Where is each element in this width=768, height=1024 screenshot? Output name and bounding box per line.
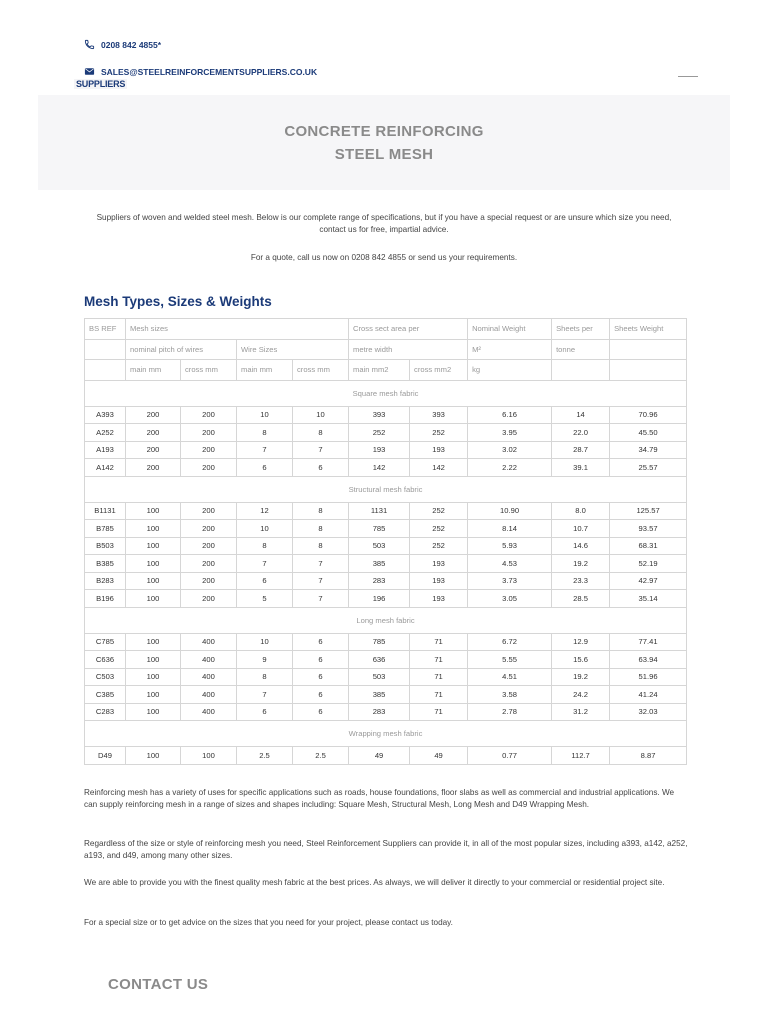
table-cell: 14 xyxy=(552,406,610,424)
table-cell: 636 xyxy=(349,651,410,669)
table-cell: 142 xyxy=(410,459,468,477)
table-cell: 10.90 xyxy=(468,502,552,520)
table-cell: 393 xyxy=(410,406,468,424)
table-cell: C283 xyxy=(85,703,126,721)
table-cell: 125.57 xyxy=(610,502,687,520)
table-cell: 3.95 xyxy=(468,424,552,442)
page-title-line2: STEEL MESH xyxy=(334,146,434,163)
table-cell: 6 xyxy=(293,703,349,721)
hero-banner xyxy=(38,95,730,190)
table-cell: 7 xyxy=(237,555,293,573)
table-cell: 193 xyxy=(410,555,468,573)
table-header-cell: Cross sect area per xyxy=(349,319,468,340)
table-cell: 23.3 xyxy=(552,572,610,590)
table-cell: 10.7 xyxy=(552,520,610,538)
table-cell: 252 xyxy=(349,424,410,442)
table-cell: C385 xyxy=(85,686,126,704)
table-category-label: Structural mesh fabric xyxy=(85,476,687,502)
table-cell: 400 xyxy=(181,703,237,721)
envelope-icon xyxy=(84,66,95,77)
table-header-cell xyxy=(85,339,126,360)
table-cell: 4.53 xyxy=(468,555,552,573)
table-cell: 400 xyxy=(181,651,237,669)
menu-toggle[interactable] xyxy=(678,76,698,77)
table-cell: 10 xyxy=(237,520,293,538)
table-cell: 15.6 xyxy=(552,651,610,669)
table-cell: 8 xyxy=(237,537,293,555)
table-cell: 10 xyxy=(293,406,349,424)
table-header-cell xyxy=(610,360,687,381)
table-cell: 2.78 xyxy=(468,703,552,721)
table-row xyxy=(85,502,687,520)
table-cell: 24.2 xyxy=(552,686,610,704)
table-cell: B503 xyxy=(85,537,126,555)
table-cell: 71 xyxy=(410,686,468,704)
table-cell: 6.16 xyxy=(468,406,552,424)
table-cell: 6 xyxy=(293,633,349,651)
table-category-label: Long mesh fabric xyxy=(85,607,687,633)
table-cell: 193 xyxy=(410,590,468,608)
table-row xyxy=(85,747,687,765)
table-cell: 5 xyxy=(237,590,293,608)
page-title-line1: CONCRETE REINFORCING xyxy=(284,123,484,140)
phone-link[interactable] xyxy=(84,39,161,50)
table-row xyxy=(85,651,687,669)
site-logo[interactable]: SUPPLIERS xyxy=(76,79,126,89)
table-cell: 400 xyxy=(181,633,237,651)
table-cell: 70.96 xyxy=(610,406,687,424)
table-cell: 7 xyxy=(293,555,349,573)
table-cell: 6 xyxy=(293,651,349,669)
table-cell: 8 xyxy=(293,537,349,555)
phone-number: 0208 842 4855* xyxy=(101,39,162,50)
table-cell: 71 xyxy=(410,668,468,686)
table-cell: 35.14 xyxy=(610,590,687,608)
table-header-cell: cross mm2 xyxy=(410,360,468,381)
table-cell: 142 xyxy=(349,459,410,477)
table-cell: 9 xyxy=(237,651,293,669)
table-cell: 8.87 xyxy=(610,747,687,765)
table-cell: 100 xyxy=(126,555,181,573)
table-row xyxy=(85,406,687,424)
table-row xyxy=(85,703,687,721)
table-header-row xyxy=(85,339,687,360)
table-row xyxy=(85,633,687,651)
table-cell: 32.03 xyxy=(610,703,687,721)
table-cell: 6 xyxy=(293,668,349,686)
table-cell: 200 xyxy=(126,441,181,459)
table-cell: 71 xyxy=(410,651,468,669)
table-cell: 2.5 xyxy=(293,747,349,765)
table-cell: 252 xyxy=(410,424,468,442)
table-cell: 100 xyxy=(126,747,181,765)
table-cell: 200 xyxy=(181,555,237,573)
table-cell: 252 xyxy=(410,537,468,555)
table-row xyxy=(85,520,687,538)
table-cell: 1131 xyxy=(349,502,410,520)
table-cell: 7 xyxy=(293,590,349,608)
table-header-cell: main mm2 xyxy=(349,360,410,381)
table-header-row xyxy=(85,319,687,340)
table-header-cell xyxy=(610,339,687,360)
table-category-label: Wrapping mesh fabric xyxy=(85,721,687,747)
table-cell: 400 xyxy=(181,668,237,686)
table-row xyxy=(85,537,687,555)
table-cell: 112.7 xyxy=(552,747,610,765)
table-cell: 283 xyxy=(349,703,410,721)
table-cell: 41.24 xyxy=(610,686,687,704)
intro-paragraph: Suppliers of woven and welded steel mesh. Below is our complete range of specifications, but if you have a special request or are unsure which size you need, contact us for free, impartial advice. xyxy=(96,213,672,234)
table-row xyxy=(85,555,687,573)
table-cell: 63.94 xyxy=(610,651,687,669)
table-cell: B196 xyxy=(85,590,126,608)
quote-paragraph: For a quote, call us now on 0208 842 4855 or send us your requirements. xyxy=(250,253,518,262)
table-cell: 49 xyxy=(349,747,410,765)
table-cell: 31.2 xyxy=(552,703,610,721)
table-cell: 200 xyxy=(126,459,181,477)
table-cell: 49 xyxy=(410,747,468,765)
table-cell: 3.73 xyxy=(468,572,552,590)
section-heading: Mesh Types, Sizes & Weights xyxy=(84,294,272,309)
table-cell: 393 xyxy=(349,406,410,424)
table-cell: 71 xyxy=(410,633,468,651)
table-cell: 6.72 xyxy=(468,633,552,651)
table-header-cell: M² xyxy=(468,339,552,360)
table-cell: 785 xyxy=(349,633,410,651)
table-cell: 193 xyxy=(410,572,468,590)
table-cell: 5.55 xyxy=(468,651,552,669)
table-category-label: Square mesh fabric xyxy=(85,380,687,406)
table-cell: 7 xyxy=(293,441,349,459)
table-cell: 8.14 xyxy=(468,520,552,538)
table-header-cell xyxy=(85,360,126,381)
table-cell: 100 xyxy=(126,651,181,669)
table-cell: A393 xyxy=(85,406,126,424)
table-cell: 14.6 xyxy=(552,537,610,555)
table-cell: 2.5 xyxy=(237,747,293,765)
table-cell: 8 xyxy=(293,520,349,538)
table-cell: 6 xyxy=(293,686,349,704)
table-cell: 200 xyxy=(181,590,237,608)
table-cell: B785 xyxy=(85,520,126,538)
table-cell: 93.57 xyxy=(610,520,687,538)
table-cell: 6 xyxy=(293,459,349,477)
table-cell: 100 xyxy=(126,633,181,651)
table-cell: C503 xyxy=(85,668,126,686)
table-cell: 39.1 xyxy=(552,459,610,477)
table-cell: 100 xyxy=(126,686,181,704)
phone-icon xyxy=(84,39,95,50)
table-cell: 6 xyxy=(237,703,293,721)
table-cell: 100 xyxy=(126,537,181,555)
table-header-cell xyxy=(552,360,610,381)
table-cell: 28.5 xyxy=(552,590,610,608)
table-cell: 193 xyxy=(410,441,468,459)
table-cell: 42.97 xyxy=(610,572,687,590)
table-cell: 8 xyxy=(293,502,349,520)
table-cell: 6 xyxy=(237,459,293,477)
table-cell: D49 xyxy=(85,747,126,765)
table-cell: 200 xyxy=(181,424,237,442)
table-cell: 12.9 xyxy=(552,633,610,651)
table-cell: 200 xyxy=(126,424,181,442)
table-cell: 71 xyxy=(410,703,468,721)
table-cell: 2.22 xyxy=(468,459,552,477)
table-cell: 10 xyxy=(237,633,293,651)
table-row xyxy=(85,668,687,686)
table-cell: B1131 xyxy=(85,502,126,520)
table-row xyxy=(85,572,687,590)
table-cell: 28.7 xyxy=(552,441,610,459)
table-header-cell: main mm xyxy=(237,360,293,381)
table-cell: 503 xyxy=(349,668,410,686)
table-cell: 100 xyxy=(126,668,181,686)
table-cell: 19.2 xyxy=(552,555,610,573)
table-cell: 10 xyxy=(237,406,293,424)
table-header-cell: cross mm xyxy=(181,360,237,381)
table-cell: 385 xyxy=(349,686,410,704)
table-cell: 7 xyxy=(237,686,293,704)
contact-heading: CONTACT US xyxy=(108,976,209,993)
table-cell: A142 xyxy=(85,459,126,477)
table-category-row xyxy=(85,607,687,633)
table-cell: 3.58 xyxy=(468,686,552,704)
table-header-cell: Nominal Weight xyxy=(468,319,552,340)
table-cell: 68.31 xyxy=(610,537,687,555)
page-title xyxy=(38,120,730,166)
table-cell: 503 xyxy=(349,537,410,555)
table-category-row xyxy=(85,721,687,747)
body-paragraph: Regardless of the size or style of reinforcing mesh you need, Steel Reinforcement Suppliers can provide it, in all of the most popular sizes, including a393, a142, a252, a193, and d49, among many other sizes. xyxy=(84,839,688,861)
table-cell: 385 xyxy=(349,555,410,573)
table-cell: C636 xyxy=(85,651,126,669)
table-cell: 8 xyxy=(237,424,293,442)
table-cell: 77.41 xyxy=(610,633,687,651)
table-header-cell: cross mm xyxy=(293,360,349,381)
table-cell: 200 xyxy=(181,537,237,555)
table-cell: 34.79 xyxy=(610,441,687,459)
table-header-cell: metre width xyxy=(349,339,468,360)
table-row xyxy=(85,424,687,442)
table-cell: 252 xyxy=(410,502,468,520)
table-cell: 200 xyxy=(181,441,237,459)
table-cell: 25.57 xyxy=(610,459,687,477)
table-cell: 785 xyxy=(349,520,410,538)
table-cell: 0.77 xyxy=(468,747,552,765)
table-header-cell: nominal pitch of wires xyxy=(126,339,237,360)
table-cell: 193 xyxy=(349,441,410,459)
table-cell: 100 xyxy=(126,703,181,721)
table-header-row xyxy=(85,360,687,381)
body-paragraph: Reinforcing mesh has a variety of uses for specific applications such as roads, house foundations, floor slabs as well as commercial and industrial applications. We can supply reinforcing mesh in a range of sizes and shapes including: Square Mesh, Structural Mesh, Long Mesh and D49 Wrapping Mesh. xyxy=(84,788,675,810)
table-row xyxy=(85,459,687,477)
table-cell: 19.2 xyxy=(552,668,610,686)
table-cell: C785 xyxy=(85,633,126,651)
table-row xyxy=(85,441,687,459)
table-cell: 196 xyxy=(349,590,410,608)
table-header-cell: main mm xyxy=(126,360,181,381)
table-cell: 200 xyxy=(181,520,237,538)
table-category-row xyxy=(85,380,687,406)
table-cell: 8 xyxy=(237,668,293,686)
table-cell: 8 xyxy=(293,424,349,442)
table-cell: 100 xyxy=(181,747,237,765)
table-cell: 5.93 xyxy=(468,537,552,555)
table-cell: 22.0 xyxy=(552,424,610,442)
table-cell: 100 xyxy=(126,502,181,520)
table-cell: 252 xyxy=(410,520,468,538)
table-cell: 100 xyxy=(126,590,181,608)
table-cell: 51.96 xyxy=(610,668,687,686)
table-cell: B385 xyxy=(85,555,126,573)
table-cell: A252 xyxy=(85,424,126,442)
table-header-cell: BS REF xyxy=(85,319,126,340)
table-header-cell: kg xyxy=(468,360,552,381)
table-cell: 6 xyxy=(237,572,293,590)
email-link[interactable] xyxy=(84,66,317,77)
table-header-cell: Wire Sizes xyxy=(237,339,349,360)
table-cell: 8.0 xyxy=(552,502,610,520)
table-header-cell: tonne xyxy=(552,339,610,360)
table-cell: 7 xyxy=(293,572,349,590)
table-cell: 400 xyxy=(181,686,237,704)
table-cell: 3.05 xyxy=(468,590,552,608)
table-cell: 200 xyxy=(181,502,237,520)
table-row xyxy=(85,590,687,608)
table-category-row xyxy=(85,476,687,502)
email-address: SALES@STEELREINFORCEMENTSUPPLIERS.CO.UK xyxy=(101,66,318,77)
table-cell: 45.50 xyxy=(610,424,687,442)
table-cell: 52.19 xyxy=(610,555,687,573)
mesh-specification-table xyxy=(84,318,687,765)
table-cell: 4.51 xyxy=(468,668,552,686)
table-header-cell: Sheets Weight xyxy=(610,319,687,340)
table-cell: 3.02 xyxy=(468,441,552,459)
table-cell: 12 xyxy=(237,502,293,520)
table-cell: 200 xyxy=(181,406,237,424)
table-cell: 100 xyxy=(126,572,181,590)
table-cell: 7 xyxy=(237,441,293,459)
table-header-cell: Sheets per xyxy=(552,319,610,340)
table-cell: 200 xyxy=(181,459,237,477)
table-cell: 283 xyxy=(349,572,410,590)
table-cell: B283 xyxy=(85,572,126,590)
body-paragraph: We are able to provide you with the finest quality mesh fabric at the best prices. As always, we will deliver it directly to your commercial or residential project site. xyxy=(84,878,665,887)
table-row xyxy=(85,686,687,704)
table-cell: 100 xyxy=(126,520,181,538)
table-cell: 200 xyxy=(181,572,237,590)
table-header-cell: Mesh sizes xyxy=(126,319,349,340)
table-cell: 200 xyxy=(126,406,181,424)
body-paragraph: For a special size or to get advice on the sizes that you need for your project, please contact us today. xyxy=(84,918,453,927)
table-cell: A193 xyxy=(85,441,126,459)
